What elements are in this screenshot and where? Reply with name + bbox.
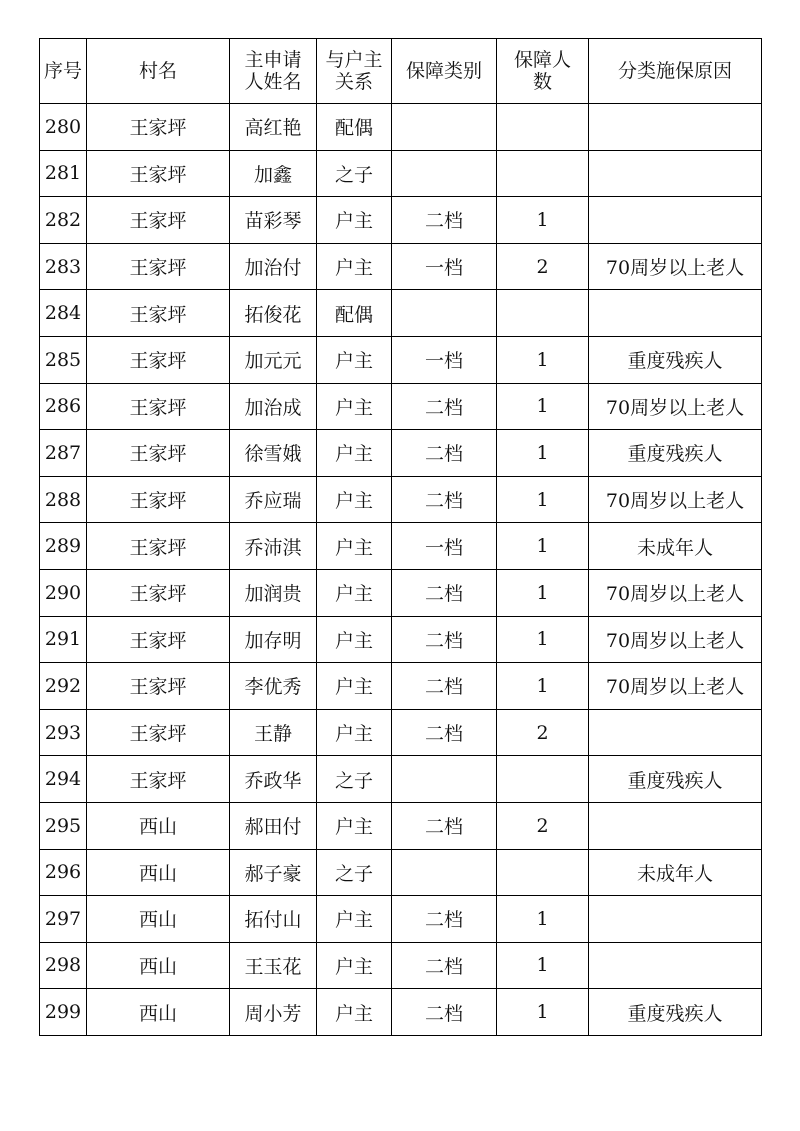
cell-serial-number: 296 — [40, 849, 87, 896]
header-line: 保障类别 — [405, 60, 482, 82]
header-row — [40, 39, 762, 104]
cell-serial-number: 293 — [40, 709, 87, 756]
cell-reason: 未成年人 — [589, 523, 762, 570]
cell-covered-persons: 1 — [497, 896, 589, 943]
cell-relation: 户主 — [317, 896, 392, 943]
table-row — [40, 616, 762, 663]
cell-category: 二档 — [392, 430, 497, 477]
cell-village-name: 王家坪 — [87, 616, 230, 663]
header-applicant-name — [230, 39, 317, 104]
cell-covered-persons: 1 — [497, 942, 589, 989]
cell-serial-number: 299 — [40, 989, 87, 1036]
header-line: 主申请 — [244, 49, 302, 71]
cell-relation: 户主 — [317, 942, 392, 989]
cell-relation: 户主 — [317, 383, 392, 430]
table-row — [40, 989, 762, 1036]
cell-covered-persons: 2 — [497, 243, 589, 290]
header-line: 序号 — [43, 60, 82, 82]
cell-category — [392, 150, 497, 197]
cell-reason — [589, 709, 762, 756]
header-line: 人姓名 — [244, 71, 302, 93]
table-row — [40, 896, 762, 943]
cell-reason — [589, 802, 762, 849]
cell-serial-number: 281 — [40, 150, 87, 197]
cell-category — [392, 104, 497, 151]
cell-category — [392, 756, 497, 803]
cell-relation: 户主 — [317, 336, 392, 383]
cell-applicant-name: 加治付 — [230, 243, 317, 290]
cell-covered-persons: 1 — [497, 569, 589, 616]
cell-category: 二档 — [392, 663, 497, 710]
cell-village-name: 西山 — [87, 802, 230, 849]
cell-applicant-name: 乔应瑞 — [230, 476, 317, 523]
cell-reason: 70周岁以上老人 — [589, 243, 762, 290]
cell-reason — [589, 150, 762, 197]
cell-category: 一档 — [392, 336, 497, 383]
cell-category: 二档 — [392, 569, 497, 616]
cell-applicant-name: 周小芳 — [230, 989, 317, 1036]
cell-applicant-name: 加存明 — [230, 616, 317, 663]
cell-relation: 户主 — [317, 523, 392, 570]
cell-covered-persons — [497, 150, 589, 197]
cell-applicant-name: 加鑫 — [230, 150, 317, 197]
cell-relation: 户主 — [317, 616, 392, 663]
header-serial-number — [40, 39, 87, 104]
cell-village-name: 王家坪 — [87, 243, 230, 290]
table-body — [40, 104, 762, 1036]
cell-relation: 配偶 — [317, 290, 392, 337]
cell-relation: 之子 — [317, 150, 392, 197]
cell-reason: 重度残疾人 — [589, 989, 762, 1036]
cell-covered-persons: 1 — [497, 663, 589, 710]
cell-relation: 户主 — [317, 802, 392, 849]
header-covered-persons — [497, 39, 589, 104]
cell-category: 二档 — [392, 476, 497, 523]
cell-reason: 重度残疾人 — [589, 336, 762, 383]
cell-village-name: 王家坪 — [87, 569, 230, 616]
header-line: 保障人 — [513, 49, 571, 71]
cell-reason — [589, 896, 762, 943]
table-row — [40, 197, 762, 244]
table-row — [40, 430, 762, 477]
cell-relation: 户主 — [317, 709, 392, 756]
cell-village-name: 王家坪 — [87, 336, 230, 383]
cell-serial-number: 292 — [40, 663, 87, 710]
cell-serial-number: 290 — [40, 569, 87, 616]
cell-applicant-name: 李优秀 — [230, 663, 317, 710]
cell-covered-persons: 2 — [497, 709, 589, 756]
cell-serial-number: 295 — [40, 802, 87, 849]
table-row — [40, 150, 762, 197]
header-relation-to-head — [317, 39, 392, 104]
cell-covered-persons — [497, 849, 589, 896]
cell-reason — [589, 197, 762, 244]
cell-category: 二档 — [392, 896, 497, 943]
table-row — [40, 802, 762, 849]
cell-serial-number: 289 — [40, 523, 87, 570]
cell-covered-persons: 1 — [497, 523, 589, 570]
cell-village-name: 西山 — [87, 849, 230, 896]
cell-relation: 配偶 — [317, 104, 392, 151]
table-row — [40, 523, 762, 570]
cell-covered-persons: 1 — [497, 476, 589, 523]
assistance-roster-table — [39, 38, 762, 1036]
header-village-name — [87, 39, 230, 104]
cell-category: 二档 — [392, 616, 497, 663]
cell-reason: 70周岁以上老人 — [589, 663, 762, 710]
cell-village-name: 王家坪 — [87, 476, 230, 523]
cell-village-name: 王家坪 — [87, 150, 230, 197]
cell-village-name: 王家坪 — [87, 290, 230, 337]
cell-applicant-name: 乔政华 — [230, 756, 317, 803]
cell-category: 一档 — [392, 243, 497, 290]
cell-village-name: 西山 — [87, 896, 230, 943]
cell-covered-persons: 1 — [497, 336, 589, 383]
cell-reason: 70周岁以上老人 — [589, 476, 762, 523]
header-classification-reason — [589, 39, 762, 104]
cell-reason: 70周岁以上老人 — [589, 616, 762, 663]
cell-category: 二档 — [392, 383, 497, 430]
cell-village-name: 王家坪 — [87, 523, 230, 570]
cell-serial-number: 284 — [40, 290, 87, 337]
cell-serial-number: 287 — [40, 430, 87, 477]
cell-relation: 之子 — [317, 849, 392, 896]
table-row — [40, 104, 762, 151]
cell-category: 二档 — [392, 197, 497, 244]
cell-applicant-name: 徐雪娥 — [230, 430, 317, 477]
cell-category: 二档 — [392, 802, 497, 849]
cell-village-name: 王家坪 — [87, 756, 230, 803]
cell-relation: 户主 — [317, 476, 392, 523]
cell-reason: 未成年人 — [589, 849, 762, 896]
cell-covered-persons: 1 — [497, 989, 589, 1036]
cell-village-name: 王家坪 — [87, 709, 230, 756]
header-line: 与户主 — [325, 49, 383, 71]
table-row — [40, 569, 762, 616]
cell-village-name: 王家坪 — [87, 104, 230, 151]
cell-covered-persons — [497, 290, 589, 337]
cell-serial-number: 282 — [40, 197, 87, 244]
cell-village-name: 王家坪 — [87, 197, 230, 244]
cell-applicant-name: 加润贵 — [230, 569, 317, 616]
cell-applicant-name: 拓付山 — [230, 896, 317, 943]
cell-applicant-name: 拓俊花 — [230, 290, 317, 337]
cell-reason: 70周岁以上老人 — [589, 569, 762, 616]
cell-reason: 70周岁以上老人 — [589, 383, 762, 430]
header-assistance-category — [392, 39, 497, 104]
table-row — [40, 243, 762, 290]
cell-reason: 重度残疾人 — [589, 430, 762, 477]
cell-reason — [589, 290, 762, 337]
cell-serial-number: 294 — [40, 756, 87, 803]
table-row — [40, 663, 762, 710]
cell-reason: 重度残疾人 — [589, 756, 762, 803]
header-line: 分类施保原因 — [617, 60, 732, 82]
cell-covered-persons — [497, 756, 589, 803]
table-row — [40, 336, 762, 383]
cell-applicant-name: 王玉花 — [230, 942, 317, 989]
cell-relation: 户主 — [317, 663, 392, 710]
cell-reason — [589, 942, 762, 989]
cell-category — [392, 849, 497, 896]
cell-category: 二档 — [392, 709, 497, 756]
cell-category: 一档 — [392, 523, 497, 570]
header-line: 村名 — [138, 60, 177, 82]
cell-applicant-name: 王静 — [230, 709, 317, 756]
header-line: 数 — [532, 71, 552, 93]
cell-relation: 户主 — [317, 243, 392, 290]
cell-category — [392, 290, 497, 337]
cell-covered-persons: 2 — [497, 802, 589, 849]
cell-village-name: 西山 — [87, 989, 230, 1036]
table-row — [40, 849, 762, 896]
cell-village-name: 王家坪 — [87, 430, 230, 477]
cell-covered-persons — [497, 104, 589, 151]
cell-serial-number: 288 — [40, 476, 87, 523]
cell-relation: 户主 — [317, 989, 392, 1036]
cell-serial-number: 286 — [40, 383, 87, 430]
cell-applicant-name: 加元元 — [230, 336, 317, 383]
cell-covered-persons: 1 — [497, 616, 589, 663]
cell-village-name: 王家坪 — [87, 663, 230, 710]
table-row — [40, 756, 762, 803]
cell-covered-persons: 1 — [497, 383, 589, 430]
cell-applicant-name: 苗彩琴 — [230, 197, 317, 244]
cell-village-name: 西山 — [87, 942, 230, 989]
cell-relation: 之子 — [317, 756, 392, 803]
cell-applicant-name: 加治成 — [230, 383, 317, 430]
cell-covered-persons: 1 — [497, 430, 589, 477]
cell-serial-number: 280 — [40, 104, 87, 151]
cell-serial-number: 285 — [40, 336, 87, 383]
cell-serial-number: 297 — [40, 896, 87, 943]
cell-serial-number: 298 — [40, 942, 87, 989]
cell-category: 二档 — [392, 942, 497, 989]
table-row — [40, 476, 762, 523]
cell-relation: 户主 — [317, 430, 392, 477]
header-line: 关系 — [334, 71, 373, 93]
cell-category: 二档 — [392, 989, 497, 1036]
table-row — [40, 383, 762, 430]
cell-reason — [589, 104, 762, 151]
cell-serial-number: 283 — [40, 243, 87, 290]
cell-relation: 户主 — [317, 569, 392, 616]
table-row — [40, 290, 762, 337]
cell-relation: 户主 — [317, 197, 392, 244]
cell-village-name: 王家坪 — [87, 383, 230, 430]
cell-applicant-name: 郝子豪 — [230, 849, 317, 896]
cell-covered-persons: 1 — [497, 197, 589, 244]
cell-applicant-name: 乔沛淇 — [230, 523, 317, 570]
table-row — [40, 942, 762, 989]
table-row — [40, 709, 762, 756]
cell-applicant-name: 郝田付 — [230, 802, 317, 849]
cell-serial-number: 291 — [40, 616, 87, 663]
cell-applicant-name: 高红艳 — [230, 104, 317, 151]
